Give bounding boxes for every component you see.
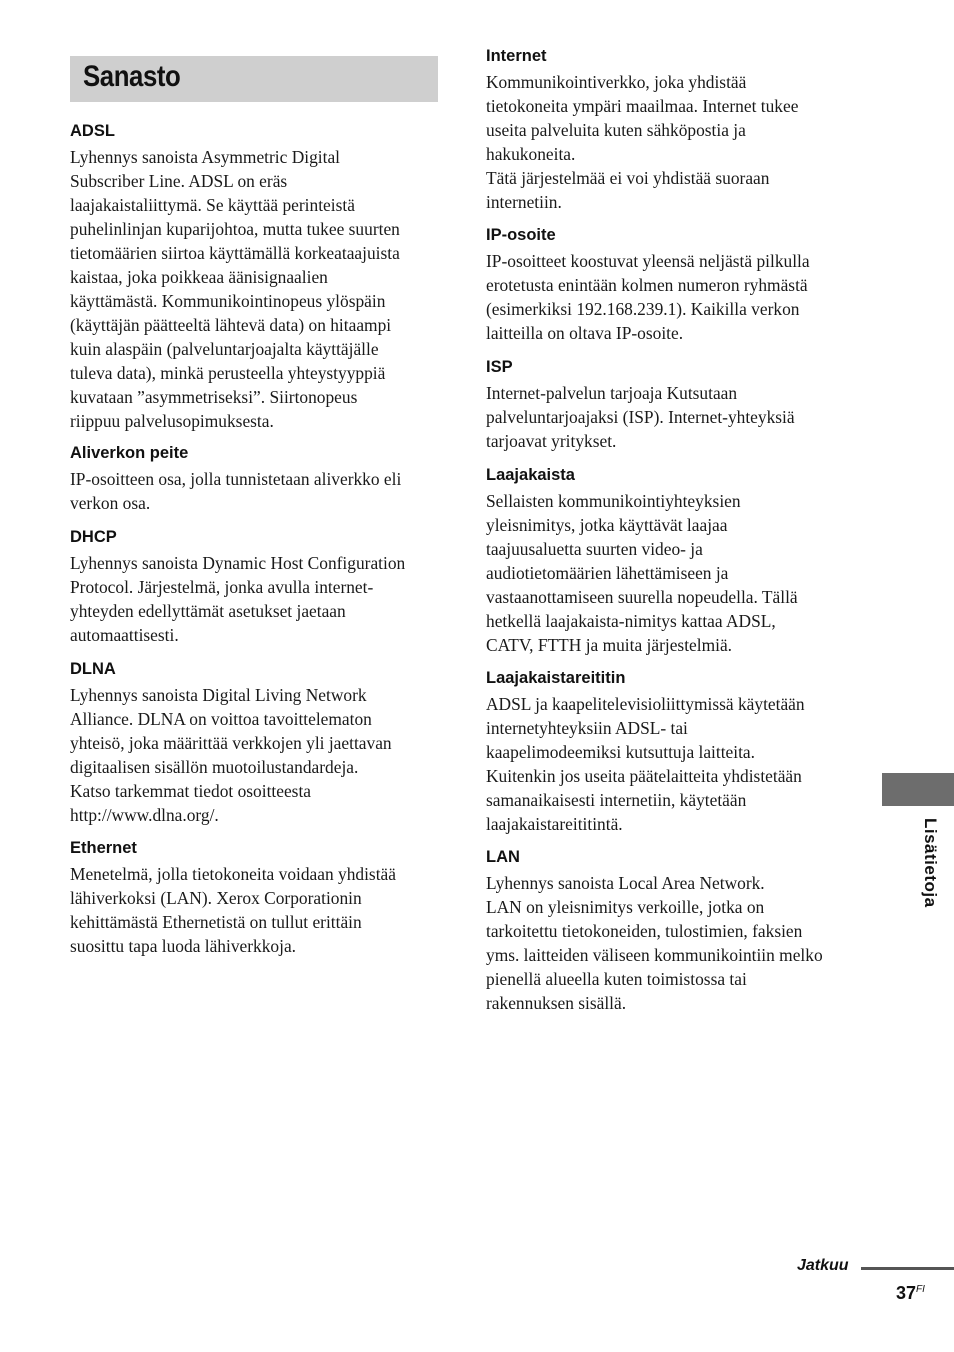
- term-heading: Aliverkon peite: [70, 444, 189, 462]
- glossary-entry-dlna: [70, 659, 442, 827]
- term-heading: IP-osoite: [486, 226, 556, 244]
- glossary-entry-ethernet: [70, 838, 442, 958]
- glossary-entry-aliverkon-peite: [70, 443, 442, 515]
- term-definition: Lyhennys sanoista Asymmetric Digital Subscriber Line. ADSL on eräs laajakaistaliittymä. Se käyttää perinteistä puhelinlinjan kuparijohtoa, mutta tukee suurten tietomäärien siirtoa käyttämällä korkeataajuista kaistaa, joka poikkeaa äänisignaalien käyttämästä. Kommunikointinopeus ylöspäin (käyttäjän päätteeltä lähtevä data) on hitaampi kuin alaspäin (palveluntarjoajalta käyttäjälle tuleva data), minkä perusteella yhteystyyppiä kuvataan ”asymmetriseksi”. Siirtonopeus riippuu palvelusopimuksesta.: [70, 147, 400, 431]
- section-tab-marker: [882, 773, 954, 806]
- term-definition: Sellaisten kommunikointiyhteyksien yleisnimitys, jotka käyttävät laajaa taajuusaluetta suurten video- ja audiotietomäärien lähettämiseen ja vastaanottamiseen suurella nopeudella. Tällä hetkellä laajakaista-nimitys kattaa ADSL, CATV, FTTH ja muita järjestelmiä.: [486, 491, 798, 655]
- page-title: Sanasto: [83, 60, 181, 93]
- term-definition: Kommunikointiverkko, joka yhdistää tietokoneita ympäri maailmaa. Internet tukee useita palveluita kuten sähköpostia ja hakukoneita. Tätä järjestelmää ei voi yhdistää suoraan internetiin.: [486, 72, 799, 212]
- term-heading: ADSL: [70, 122, 115, 140]
- glossary-entry-dhcp: [70, 527, 442, 647]
- continued-label: Jatkuu: [797, 1257, 849, 1274]
- term-heading: Ethernet: [70, 839, 137, 857]
- term-definition: IP-osoitteet koostuvat yleensä neljästä pilkulla erotetusta enintään kolmen numeron ryhmästä (esimerkiksi 192.168.239.1). Kaikilla verkon laitteilla on oltava IP-osoite.: [486, 251, 810, 343]
- term-definition: ADSL ja kaapelitelevisioliittymissä käytetään internetyhteyksiin ADSL- tai kaapelimodeemiksi kutsuttuja laitteita. Kuitenkin jos useita päätelaitteita yhdistetään samanaikaisesti internetiin, käytetään laajakaistareititintä.: [486, 694, 805, 834]
- term-heading: ISP: [486, 358, 513, 376]
- term-definition: IP-osoitteen osa, jolla tunnistetaan aliverkko eli verkon osa.: [70, 469, 402, 513]
- term-heading: Internet: [486, 47, 547, 65]
- page-language-suffix: FI: [916, 1284, 925, 1295]
- glossary-entry-internet: [486, 46, 858, 214]
- term-definition: Lyhennys sanoista Local Area Network. LAN on yleisnimitys verkoille, jotka on tarkoitettu tietokoneiden, tulostimien, faksien yms. laitteiden väliseen kommunikointiin melko pienellä alueella kuten toimistossa tai rakennuksen sisällä.: [486, 873, 823, 1013]
- term-definition: Lyhennys sanoista Dynamic Host Configuration Protocol. Järjestelmä, jonka avulla internet- yhteyden edellyttämät asetukset jaetaan automaattisesti.: [70, 553, 406, 645]
- page-number: [896, 1283, 925, 1304]
- term-heading: LAN: [486, 848, 520, 866]
- page-number-value: 37: [896, 1283, 917, 1303]
- glossary-entry-laajakaistareititin: [486, 668, 858, 836]
- term-definition: Internet-palvelun tarjoaja Kutsutaan palveluntarjoajaksi (ISP). Internet-yhteyksiä tarjoavat yritykset.: [486, 383, 795, 451]
- term-definition: Menetelmä, jolla tietokoneita voidaan yhdistää lähiverkoksi (LAN). Xerox Corporationin kehittämästä Ethernetistä on tullut erittäin suosittu tapa luoda lähiverkkoja.: [70, 864, 396, 956]
- title-banner: [70, 56, 438, 102]
- term-definition: Lyhennys sanoista Digital Living Network Alliance. DLNA on voittoa tavoittelematon yhteisö, joka määrittää verkkojen yli jaettavan digitaalisen sisällön muotoilustandardeja. Katso tarkemmat tiedot osoitteesta http://www.dlna.org/.: [70, 685, 392, 825]
- glossary-entry-isp: [486, 357, 858, 453]
- glossary-entry-adsl: [70, 121, 442, 433]
- continued-rule: [861, 1267, 954, 1270]
- term-heading: DHCP: [70, 528, 117, 546]
- glossary-entry-ip-osoite: [486, 225, 858, 345]
- glossary-entry-lan: [486, 847, 858, 1015]
- term-heading: Laajakaista: [486, 466, 575, 484]
- section-tab-label: Lisätietoja: [921, 818, 940, 908]
- glossary-entry-laajakaista: [486, 465, 858, 657]
- term-heading: Laajakaistareititin: [486, 669, 626, 687]
- term-heading: DLNA: [70, 660, 116, 678]
